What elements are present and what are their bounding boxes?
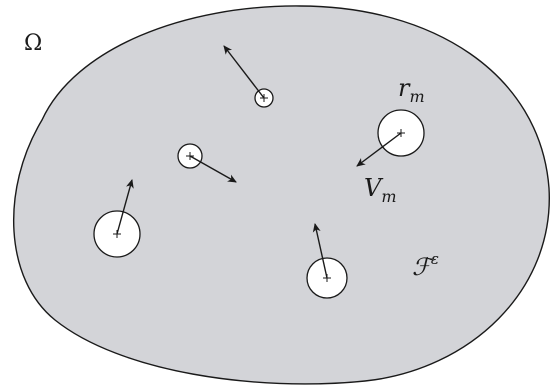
fluid-superscript: ε: [430, 250, 439, 268]
radius-symbol: r: [398, 74, 410, 102]
domain-label: Ω: [24, 31, 43, 56]
velocity-subscript: m: [381, 187, 397, 206]
fluid-symbol: ℱ: [412, 253, 431, 281]
domain-omega: [14, 6, 550, 384]
radius-subscript: m: [409, 87, 425, 106]
velocity-symbol: V: [364, 174, 382, 202]
